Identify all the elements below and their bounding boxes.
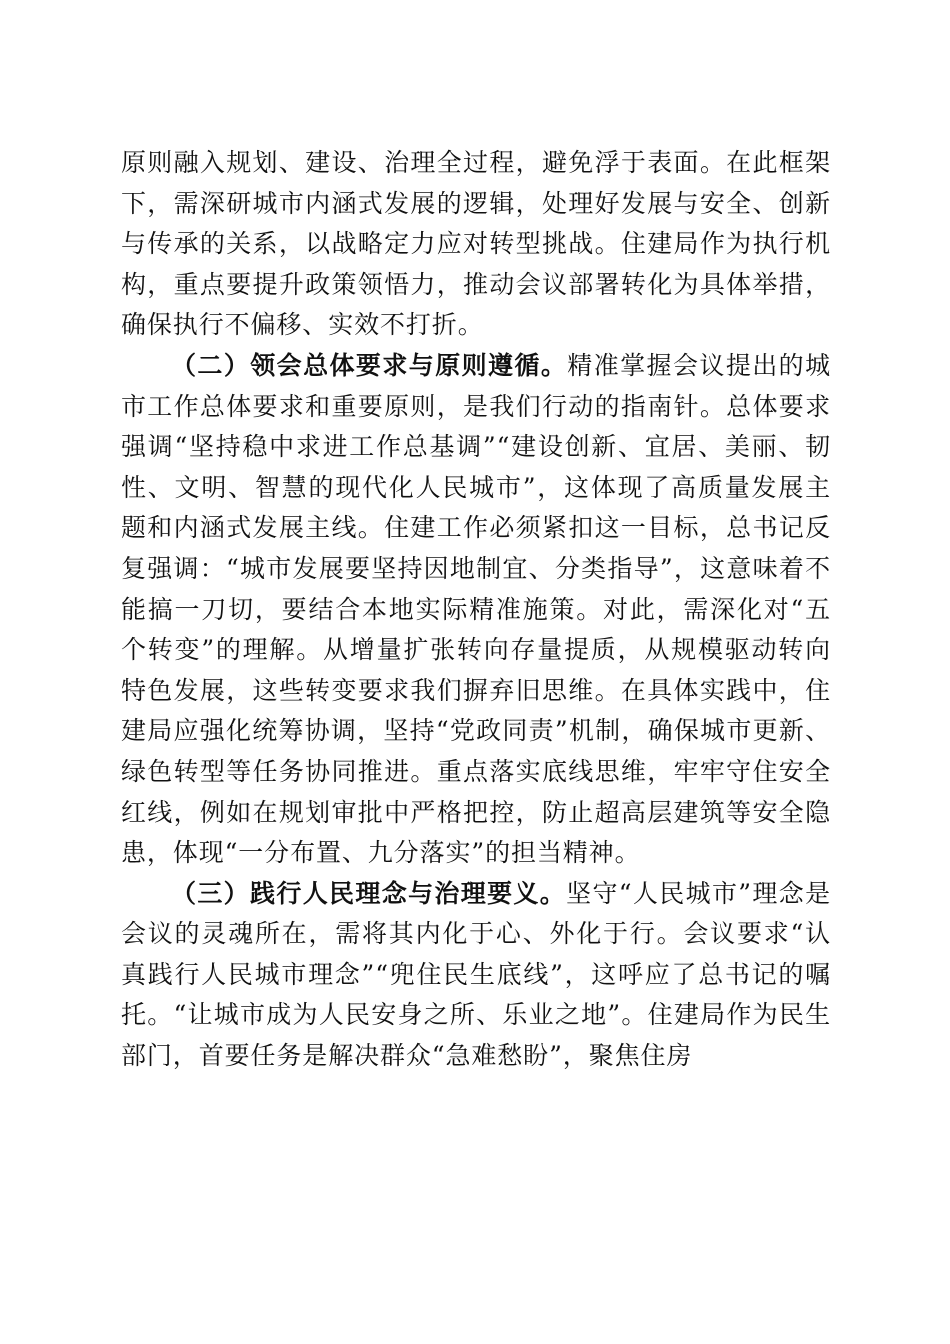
paragraph-text: 精准掌握会议提出的城市工作总体要求和重要原则，是我们行动的指南针。总体要求强调“坚持稳中求进工作总基调”“建设创新、宜居、美丽、韧性、文明、智慧的现代化人民城市”，这体现了高质量发展主题和内涵式发展主线。住建工作必须紧扣这一目标，总书记反复强调：“城市发展要坚持因地制宜、分类指导”，这意味着不能搞一刀切，要结合本地实际精准施策。对此，需深化对“五个转变”的理解。从增量扩张转向存量提质，从规模驱动转向特色发展，这些转变要求我们摒弃旧思维。在具体实践中，住建局应强化统筹协调，坚持“党政同责”机制，确保城市更新、绿色转型等任务协同推进。重点落实底线思维，牢牢守住安全红线，例如在规划审批中严格把控，防止超高层建筑等安全隐患，体现“一分布置、九分落实”的担当精神。 <box>121 350 831 868</box>
document-body <box>121 143 831 1077</box>
paragraph-text: 坚守“人民城市”理念是会议的灵魂所在，需将其内化于心、外化于行。会议要求“认真践行人民城市理念”“兜住民生底线”，这呼应了总书记的嘱托。“让城市成为人民安身之所、乐业之地”。住建局作为民生部门，首要任务是解决群众“急难愁盼”，聚焦住房 <box>121 878 831 1071</box>
paragraph-section-2 <box>121 346 831 874</box>
paragraph-continued <box>121 143 831 346</box>
section-heading: （二）领会总体要求与原则遵循。 <box>171 350 568 380</box>
paragraph-section-3 <box>121 874 831 1077</box>
section-heading: （三）践行人民理念与治理要义。 <box>171 878 567 908</box>
paragraph-text: 原则融入规划、建设、治理全过程，避免浮于表面。在此框架下，需深研城市内涵式发展的逻辑，处理好发展与安全、创新与传承的关系，以战略定力应对转型挑战。住建局作为执行机构，重点要提升政策领悟力，推动会议部署转化为具体举措，确保执行不偏移、实效不打折。 <box>121 148 831 340</box>
